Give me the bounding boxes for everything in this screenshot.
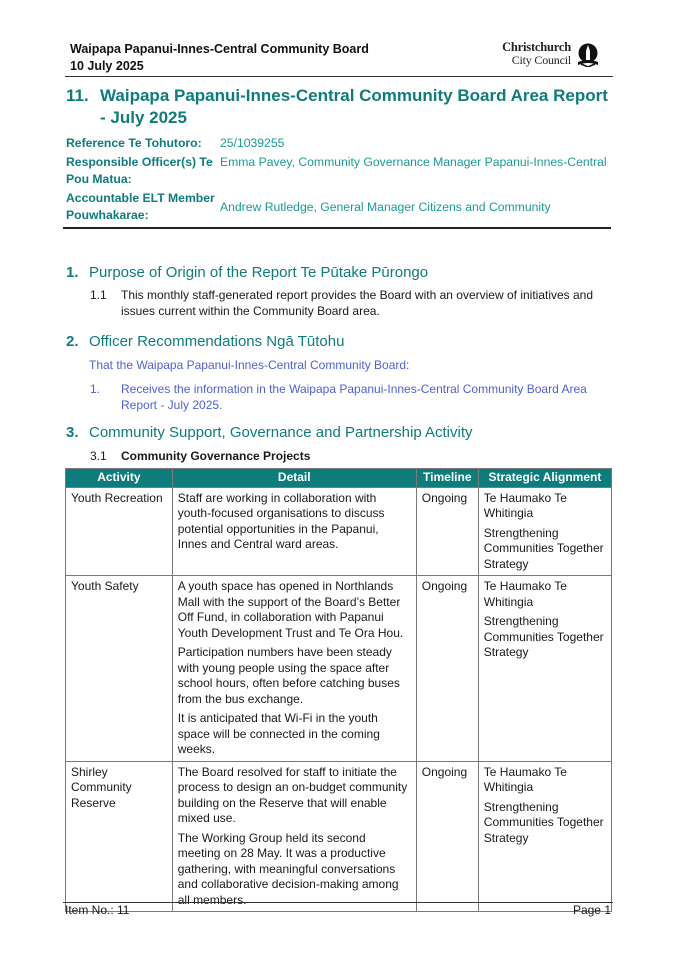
cell-timeline: Ongoing: [416, 487, 478, 576]
meta-row-reference: [66, 135, 612, 152]
recommendation-text: Receives the information in the Waipapa Papanui-Innes-Central Community Board Area Report - July 2025.: [121, 382, 587, 412]
meta-value: 25/1039255: [220, 136, 285, 150]
section-heading: [66, 332, 612, 352]
cell-detail: [172, 487, 416, 576]
subsection-heading: [66, 448, 612, 464]
report-number: 11.: [66, 86, 89, 105]
section-community-support: [66, 423, 612, 464]
meta-label: Accountable ELT Member Pouwhakarae:: [66, 191, 215, 222]
section-title: Purpose of Origin of the Report Te Pūtake Pūrongo: [89, 264, 429, 281]
report-title-block: [66, 85, 612, 226]
section-number: 3.: [66, 424, 79, 441]
cell-timeline: Ongoing: [416, 576, 478, 762]
cell-detail: [172, 576, 416, 762]
footer-page-number: Page 1: [572, 903, 611, 917]
meta-row-officer: [66, 154, 612, 188]
column-header-timeline: Timeline: [416, 469, 478, 488]
detail-paragraph: Participation numbers have been steady with young people using the space after school hours, often before catching buses from the bus exchange.: [177, 645, 400, 706]
table-header-row: [66, 469, 612, 488]
detail-paragraph: A youth space has opened in Northlands Mall with the support of the Board’s Better Off Fund, in collaboration with Papanui Youth Development Trust and Te Ora Hou.: [177, 579, 404, 640]
column-header-detail: Detail: [172, 469, 416, 488]
section-number: 1.: [66, 264, 79, 281]
cell-alignment: [478, 487, 611, 576]
cell-timeline: Ongoing: [416, 761, 478, 912]
section-number: 2.: [66, 333, 79, 350]
header-date: 10 July 2025: [70, 59, 144, 73]
recommendation-number: 1.: [90, 382, 101, 396]
report-title-line2: - July 2025: [100, 108, 187, 127]
section-purpose: [66, 263, 612, 319]
section-heading: [66, 423, 612, 443]
cell-alignment: [478, 761, 611, 912]
table-row: [66, 761, 612, 912]
cathedral-logo-icon: [577, 43, 599, 67]
cell-detail: [172, 761, 416, 912]
detail-paragraph: Staff are working in collaboration with youth-focused organisations to discuss potential opportunities in the Papanui, Innes and Central ward areas.: [177, 490, 385, 551]
meta-label: Reference Te Tohutoro:: [66, 136, 202, 150]
column-header-alignment: Strategic Alignment: [478, 469, 611, 488]
meta-value: Emma Pavey, Community Governance Manager Papanui-Innes-Central: [220, 155, 607, 169]
page-footer: [63, 902, 613, 917]
section-title: Community Support, Governance and Partnership Activity: [89, 424, 473, 441]
detail-paragraph: It is anticipated that Wi-Fi in the youth space will be connected in the coming weeks.: [177, 711, 380, 756]
report-title-line1: Waipapa Papanui-Innes-Central Community Board Area Report: [100, 86, 608, 105]
column-header-activity: Activity: [66, 469, 173, 488]
detail-paragraph: The Board resolved for staff to initiate the process to design an on-budget community building on the Reserve that will enable mixed use.: [177, 764, 408, 825]
title-divider: [63, 227, 611, 229]
alignment-item: Strengthening Communities Together Strategy: [483, 525, 604, 571]
cell-activity: Youth Safety: [66, 576, 173, 762]
meta-row-elt: [66, 190, 612, 224]
section-recommendations: [66, 332, 612, 413]
section-heading: [66, 263, 612, 283]
page-header: [65, 40, 613, 77]
alignment-item: Te Haumako Te Whitingia: [483, 579, 567, 609]
alignment-item: Te Haumako Te Whitingia: [483, 490, 567, 520]
table-row: [66, 487, 612, 576]
paragraph-number: 1.1: [90, 288, 107, 302]
alignment-item: Te Haumako Te Whitingia: [483, 764, 567, 794]
report-meta: [66, 135, 612, 224]
table-row: [66, 576, 612, 762]
logo-line1: Christchurch: [502, 40, 571, 54]
recommendation-item: [66, 381, 612, 413]
paragraph-text: This monthly staff-generated report provides the Board with an overview of initiatives and issues current within the Community Board area.: [121, 288, 594, 318]
detail-paragraph: The Working Group held its second meeting on 28 May. It was a productive gathering, with meaningful conversations and collaborative decision-making among all members.: [177, 830, 399, 907]
cell-activity: Youth Recreation: [66, 487, 173, 576]
alignment-item: Strengthening Communities Together Strategy: [483, 614, 604, 659]
alignment-item: Strengthening Communities Together Strategy: [483, 799, 604, 845]
meta-label: Responsible Officer(s) Te Pou Matua:: [66, 155, 213, 186]
meta-value: Andrew Rutledge, General Manager Citizens and Community: [220, 199, 551, 214]
cell-alignment: [478, 576, 611, 762]
footer-item-number: Item No.: 11: [65, 903, 130, 917]
subsection-number: 3.1: [90, 449, 107, 463]
section-title: Officer Recommendations Ngā Tūtohu: [89, 333, 345, 350]
governance-projects-table: [65, 468, 612, 912]
recommendation-intro: That the Waipapa Papanui-Innes-Central Community Board:: [89, 358, 410, 372]
logo-line2: City Council: [511, 53, 571, 67]
paragraph: [66, 287, 612, 319]
subsection-title: Community Governance Projects: [121, 449, 311, 463]
header-board-name: Waipapa Papanui-Innes-Central Community Board: [70, 42, 369, 56]
report-title: [66, 85, 612, 129]
cell-activity: Shirley Community Reserve: [66, 761, 173, 912]
council-logo: [502, 41, 597, 66]
